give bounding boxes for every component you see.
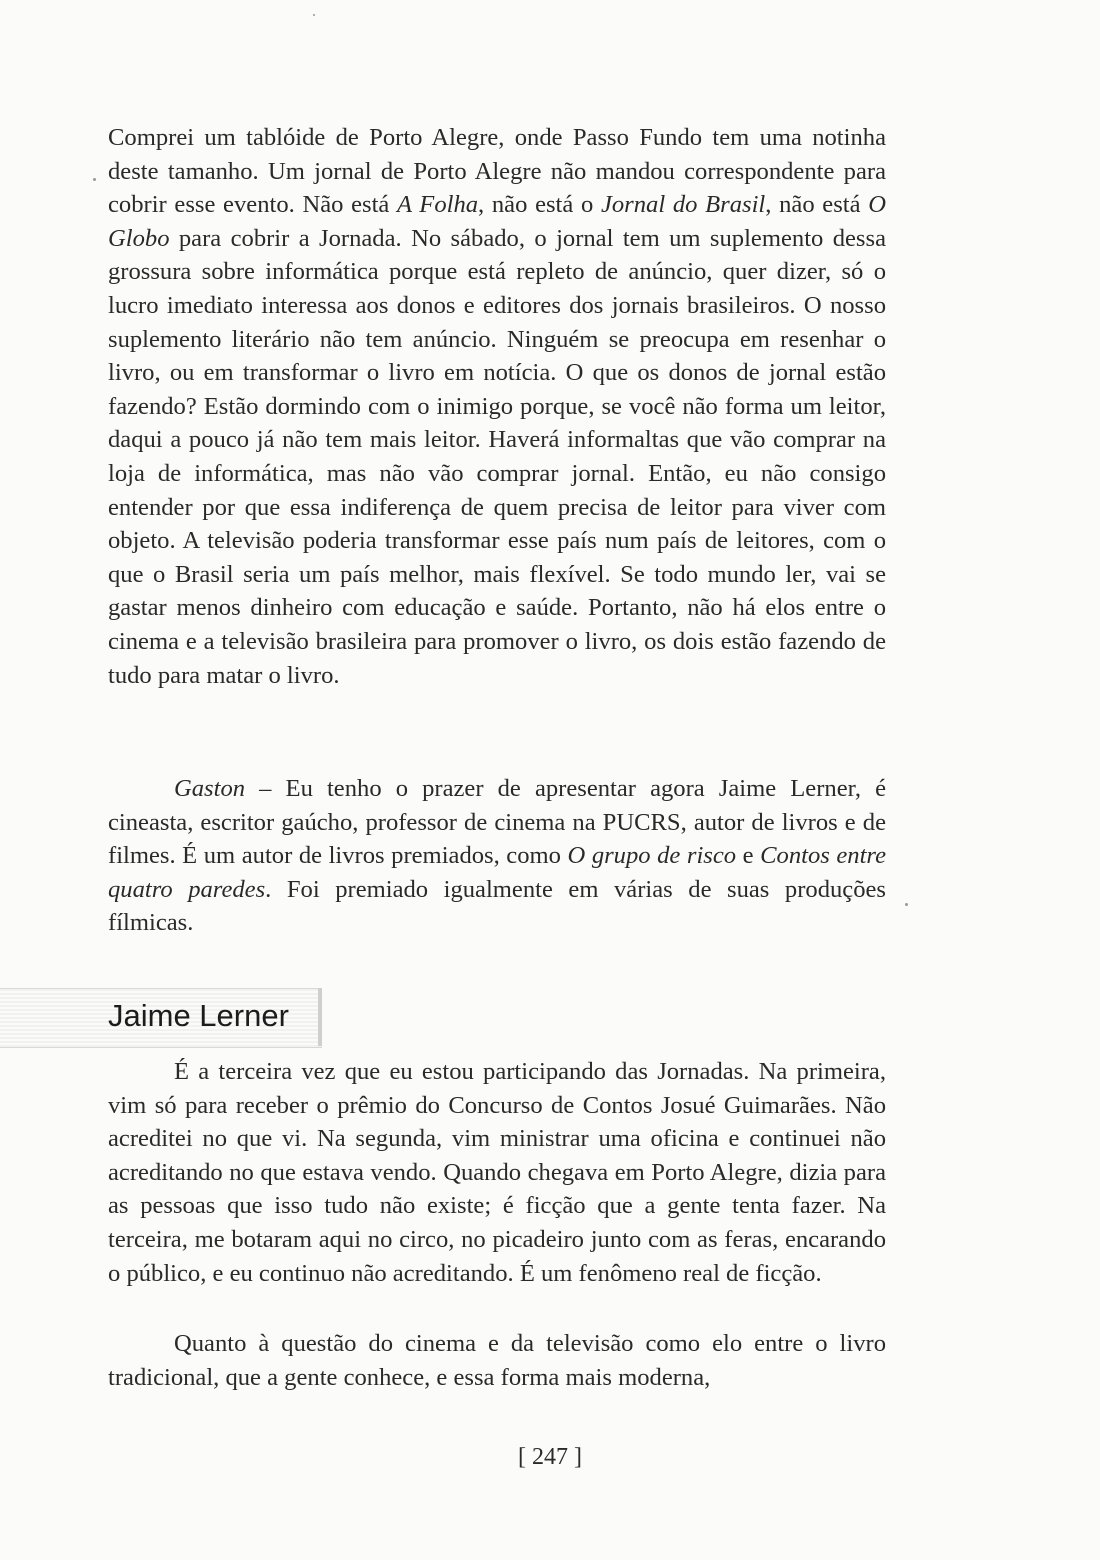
text-run: – Eu tenho o prazer de apresentar agora Jaime Lerner, é cineasta, escritor gaúcho, professor de cinema na PUCRS, autor de livros e de filmes. É um autor de livros premiados, como [108,775,886,870]
section-heading-band-edge [318,988,322,1046]
italic-title: Gaston [174,775,246,802]
text-run: Quanto à questão do cinema e da televisão como elo entre o livro tradicional, que a gente conhece, e essa forma mais moderna, [108,1330,886,1391]
paragraph-3 [108,1055,886,1290]
scan-speck [313,14,315,16]
text-run: , não está [765,191,869,219]
scan-speck [905,903,908,906]
text-run: . Foi premiado igualmente em várias de suas produções fílmicas. [108,875,886,937]
text-run: , não está o [478,191,601,219]
italic-title: A Folha [397,191,479,219]
italic-title: O Globo [108,191,886,252]
paragraph-4 [108,1327,886,1394]
text-run: para cobrir a Jornada. No sábado, o jornal tem um suplemento dessa grossura sobre informática porque está repleto de anúncio, quer dizer, só o lucro imediato interessa aos donos e editores dos jornais brasileiros. O nosso suplemento literário não tem anúncio. Ninguém se preocupa em resenhar o livro, ou em transformar o livro em notícia. O que os donos de jornal estão fazendo? Estão dormindo com o inimigo porque, se você não forma um leitor, daqui a pouco já não tem mais leitor. Haverá informaltas que vão comprar na loja de informática, mas não vão comprar jornal. Então, eu não consigo entender por que essa indiferença de quem precisa de leitor para viver com objeto. A televisão poderia transformar esse país num país de leitores, com o que o Brasil seria um país melhor, mais flexível. Se todo mundo ler, vai se gastar menos dinheiro com educação e saúde. Portanto, não há elos entre o cinema e a televisão brasileira para promover o livro, os dois estão fazendo de tudo para matar o livro. [108,224,886,689]
italic-title: Jornal do Brasil [600,191,766,219]
italic-title: O grupo de risco [567,842,737,870]
page-number: [ 247 ] [518,1444,582,1470]
text-run: É a terceira vez que eu estou participando das Jornadas. Na primeira, vim só para receber o prêmio do Concurso de Contos Josué Guimarães. Não acreditei no que vi. Na segunda, vim ministrar uma oficina e continuei não acreditando no que estava vendo. Quando chegava em Porto Alegre, dizia para as pessoas que isso tudo não existe; é ficção que a gente tenta fazer. Na terceira, me botaram aqui no circo, no picadeiro junto com as feras, encarando o público, e eu continuo não acreditando. É um fenômeno real de ficção. [108,1058,886,1287]
italic-title: Contos entre quatro paredes [108,842,886,903]
paragraph-1 [108,121,886,692]
scan-speck [93,178,96,181]
text-run: Comprei um tablóide de Porto Alegre, onde Passo Fundo tem uma notinha deste tamanho. Um jornal de Porto Alegre não mandou correspondente para cobrir esse evento. Não está [108,124,886,219]
text-run: e [736,842,761,870]
section-heading: Jaime Lerner [108,998,289,1033]
paragraph-2 [108,772,886,940]
